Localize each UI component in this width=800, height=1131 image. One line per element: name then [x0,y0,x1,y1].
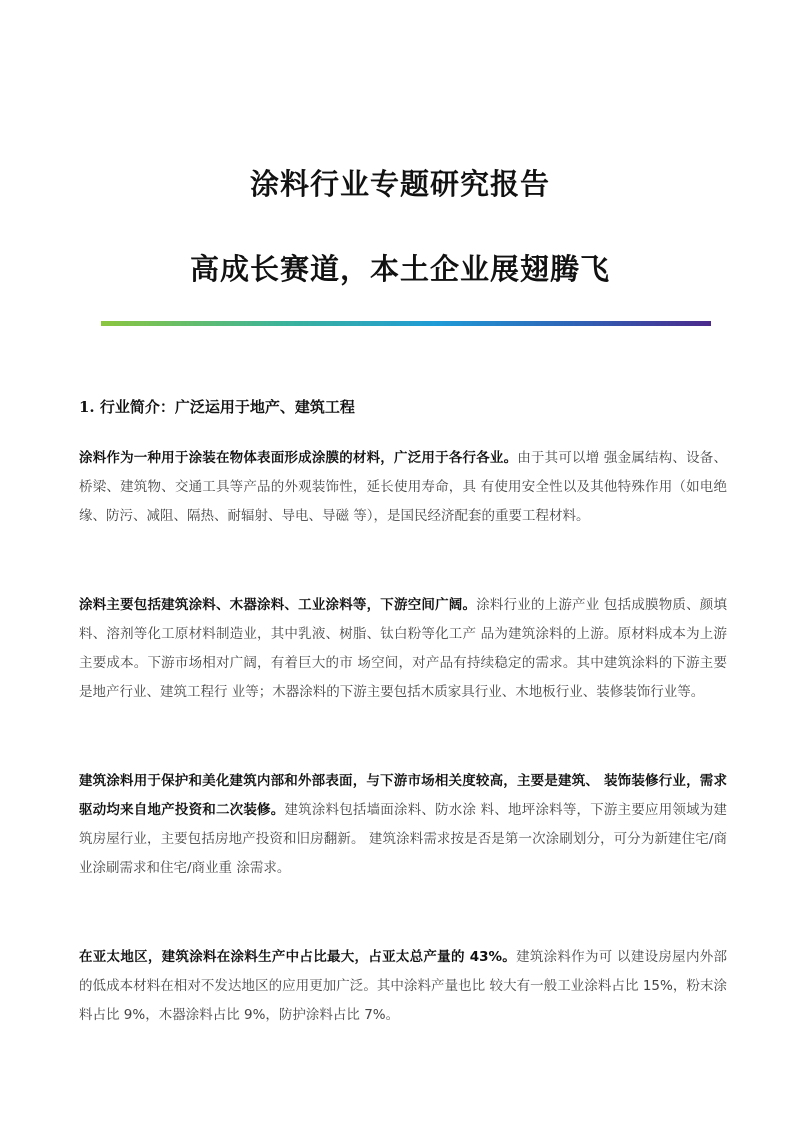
paragraph-body: 建筑涂料作为可 以建设房屋内外部的低成本材料在相对不发达地区的应用更加广泛。其中涂料产量也比 较大有一般工业涂料占比 15%，粉末涂料占比 9%，木器涂料占比 9%，防护涂料占比 7%。 [79,949,727,1023]
section-heading: 1. 行业简介：广泛运用于地产、建筑工程 [79,398,355,416]
paragraph-body: 由于其可以增 强金属结构、设备、桥梁、建筑物、交通工具等产品的外观装饰性，延长使用寿命，具 有使用安全性以及其他特殊作用（如电绝缘、防污、减阻、隔热、耐辐射、导电、导磁 等），是国民经济配套的重要工程材料。 [79,450,727,524]
report-subtitle: 高成长赛道，本土企业展翅腾飞 [189,252,610,286]
paragraph-lead: 在亚太地区，建筑涂料在涂料生产中占比最大，占亚太总产量的 43%。 [79,949,517,965]
paragraph-lead: 涂料作为一种用于涂装在物体表面形成涂膜的材料，广泛用于各行各业。 [79,450,518,466]
title-divider [101,321,711,326]
report-title: 涂料行业专题研究报告 [249,167,550,201]
paragraph-lead: 建筑涂料用于保护和美化建筑内部和外部表面，与下游市场相关度较高，主要是建筑、 装饰装修行业，需求驱动均来自地产投资和二次装修。 [79,773,727,818]
paragraph [79,591,727,707]
paragraph-lead: 涂料主要包括建筑涂料、木器涂料、工业涂料等，下游空间广阔。 [79,597,477,613]
paragraph [79,943,727,1030]
paragraph-body: 建筑涂料包括墙面涂料、防水涂 料、地坪涂料等，下游主要应用领域为建筑房屋行业，主要包括房地产投资和旧房翻新。 建筑涂料需求按是否是第一次涂刷划分，可分为新建住宅/商业涂刷需求和住宅/商业重 涂需求。 [79,802,727,876]
paragraph [79,444,727,531]
paragraph-body: 涂料行业的上游产业 包括成膜物质、颜填料、溶剂等化工原材料制造业，其中乳液、树脂、钛白粉等化工产 品为建筑涂料的上游。原材料成本为上游主要成本。下游市场相对广阔，有着巨大的市 场空间，对产品有持续稳定的需求。其中建筑涂料的下游主要是地产行业、建筑工程行 业等；木器涂料的下游主要包括木质家具行业、木地板行业、装修装饰行业等。 [79,597,728,700]
paragraph [79,767,727,883]
